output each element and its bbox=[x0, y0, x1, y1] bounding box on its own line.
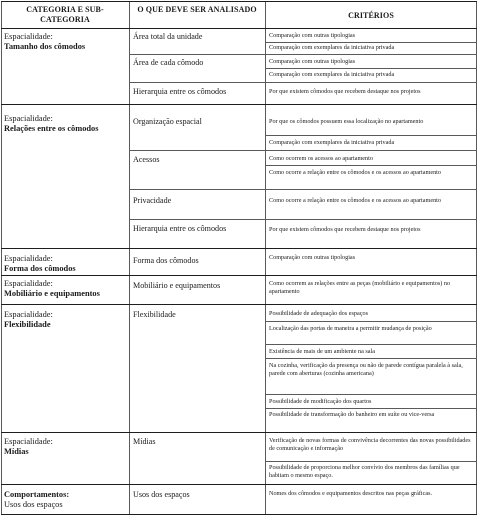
section-divider bbox=[1, 432, 477, 433]
category-name: Flexibilidade bbox=[4, 320, 51, 329]
criterion-cell: Existência de mais de um ambiente na sala bbox=[269, 348, 376, 355]
header-criteria-text: CRITÉRIOS bbox=[348, 11, 394, 20]
criterion-divider bbox=[265, 165, 476, 166]
table-border-top bbox=[1, 1, 477, 2]
column-divider-1 bbox=[129, 1, 130, 515]
criterion-cell: Comparação com outras tipologias bbox=[269, 58, 356, 65]
criterion-cell: Possibilidade de transformação do banheiro em suíte ou vice-versa bbox=[269, 411, 435, 418]
category-prefix: Espacialidade: bbox=[4, 437, 53, 446]
criterion-cell: Possibilidade de adequação dos espaços bbox=[269, 310, 368, 317]
category-cell bbox=[4, 310, 126, 330]
criterion-divider bbox=[265, 68, 476, 69]
criterion-cell: Como ocorrem as relações entre as peças (mobiliário e equipamentos) no apartamento bbox=[269, 280, 451, 295]
aspect-cell: Flexibilidade bbox=[133, 310, 176, 319]
section-divider bbox=[1, 275, 477, 276]
criterion-divider bbox=[265, 358, 476, 359]
criterion-cell: Por que os cômodos possuem essa localização no apartamento bbox=[269, 118, 424, 125]
aspect-cell: Usos dos espaços bbox=[133, 490, 190, 499]
criterion-cell: Comparação com outras tipologias bbox=[269, 254, 356, 261]
category-prefix: Espacialidade: bbox=[4, 254, 53, 263]
category-cell bbox=[4, 114, 126, 134]
header-category bbox=[4, 5, 126, 24]
category-prefix: Espacialidade: bbox=[4, 310, 53, 319]
criterion-divider bbox=[265, 135, 476, 136]
aspect-cell: Acessos bbox=[133, 155, 160, 164]
aspect-cell: Mobiliário e equipamentos bbox=[133, 281, 221, 290]
category-cell bbox=[4, 490, 126, 510]
section-divider bbox=[1, 304, 477, 305]
category-name: Forma dos cômodos bbox=[4, 264, 76, 273]
header-criteria bbox=[267, 11, 475, 21]
category-prefix: Espacialidade: bbox=[4, 114, 53, 123]
aspect-cell: Privacidade bbox=[133, 196, 172, 205]
header-rule bbox=[1, 28, 477, 29]
criterion-cell: Como ocorre a relação entre os cômodos e os acessos ao apartamento bbox=[269, 169, 441, 176]
category-name: Relações entre os cômodos bbox=[4, 124, 99, 133]
criterion-divider bbox=[265, 394, 476, 395]
aspect-divider bbox=[129, 189, 476, 190]
category-prefix: Espacialidade: bbox=[4, 32, 53, 41]
category-name: Mídias bbox=[4, 447, 29, 456]
criterion-cell: Comparação com exemplares da iniciativa privada bbox=[269, 139, 395, 146]
category-prefix: Espacialidade: bbox=[4, 279, 53, 288]
header-analysis-text: O QUE DEVE SER ANALISADO bbox=[137, 5, 257, 14]
aspect-cell: Forma dos cômodos bbox=[133, 256, 199, 265]
category-name: Usos dos espaços bbox=[4, 500, 63, 509]
section-divider bbox=[1, 104, 477, 105]
criterion-cell: Possibilidade de modificação dos quartos bbox=[269, 398, 372, 405]
criterion-cell: Na cozinha, verificação da presença ou não de parede contígua paralela à sala, parede com aberturas (cozinha americana) bbox=[269, 362, 463, 377]
aspect-divider bbox=[129, 150, 476, 151]
criterion-cell: Localização das portas de maneira a permitir mudança de posição bbox=[269, 325, 432, 332]
criterion-cell: Comparação com exemplares da iniciativa privada bbox=[269, 71, 395, 78]
category-cell bbox=[4, 32, 126, 52]
criterion-divider bbox=[265, 408, 476, 409]
criterion-divider bbox=[265, 344, 476, 345]
criterion-cell: Por que existem cômodos que recebem destaque nos projetos bbox=[269, 226, 421, 233]
category-cell bbox=[4, 254, 126, 274]
aspect-cell: Hierarquia entre os cômodos bbox=[133, 87, 227, 96]
aspect-divider bbox=[129, 219, 476, 220]
table-border-left bbox=[1, 1, 2, 515]
category-name: Tamanho dos cômodos bbox=[4, 42, 86, 51]
criterion-cell: Por que existem cômodos que recebem destaque nos projetos bbox=[269, 88, 421, 95]
aspect-cell: Área de cada cômodo bbox=[133, 58, 204, 67]
criterion-cell: Como ocorre a relação entre os cômodos e os acessos ao apartamento bbox=[269, 197, 441, 204]
criterion-cell: Possibilidade de proporciona melhor convívio dos membros das famílias que habitam o mesmo espaço. bbox=[269, 464, 460, 479]
category-cell bbox=[4, 437, 126, 457]
criterion-cell: Comparação com outras tipologias bbox=[269, 32, 356, 39]
aspect-cell: Área total da unidade bbox=[133, 32, 203, 41]
header-category-text: CATEGORIA E SUB-CATEGORIA bbox=[26, 5, 104, 24]
criterion-divider bbox=[265, 42, 476, 43]
category-cell bbox=[4, 279, 126, 299]
section-divider bbox=[1, 248, 477, 249]
aspect-cell: Hierarquia entre os cômodos bbox=[133, 224, 227, 233]
header-analysis bbox=[131, 5, 263, 15]
criterion-divider bbox=[265, 321, 476, 322]
aspect-divider bbox=[129, 82, 476, 83]
criterion-cell: Nomes dos cômodos e equipamentos descritos nas peças gráficas. bbox=[269, 490, 433, 497]
category-prefix: Comportamentos: bbox=[4, 490, 70, 499]
criterion-cell: Verificação de novas formas de convivência decorrentes das novas possibilidades de comunicação e informação bbox=[269, 437, 471, 452]
aspect-cell: Mídias bbox=[133, 437, 156, 446]
criterion-cell: Como ocorrem os acessos ao apartamento bbox=[269, 155, 373, 162]
aspect-divider bbox=[129, 54, 476, 55]
aspect-cell: Organização espacial bbox=[133, 117, 202, 126]
category-name: Mobiliário e equipamentos bbox=[4, 289, 100, 298]
criterion-divider bbox=[265, 461, 476, 462]
section-divider bbox=[1, 484, 477, 485]
criterion-cell: Comparação com exemplares da iniciativa privada bbox=[269, 44, 395, 51]
table-border-right bbox=[476, 1, 477, 515]
table-border-bottom bbox=[1, 514, 477, 515]
column-divider-2 bbox=[265, 1, 266, 515]
